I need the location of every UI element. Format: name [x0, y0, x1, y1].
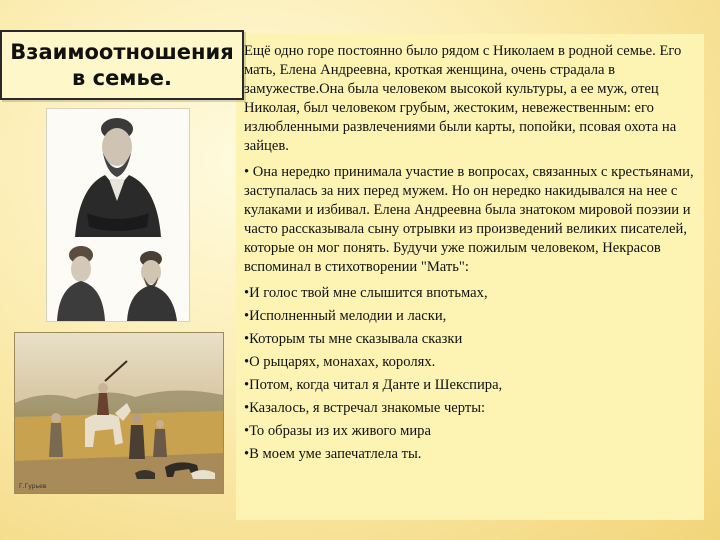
verse-line-4: •О рыцарях, монахах, королях. [244, 354, 436, 370]
title-line-2: в семье. [72, 66, 172, 90]
paragraph-1: Ещё одно горе постоянно было рядом с Николаем в родной семье. Его мать, Елена Андреевна, кроткая женщина, очень страдала в замужестве.Она была человеком высокой культуры, а ее муж, отец Николая, был человеком грубым, жестоким, невежественным: его излюбленными развлечениями были карты, попойки, псовая охота на зайцев. [244, 43, 682, 154]
verse-line-5: •Потом, когда читал я Данте и Шекспира, [244, 377, 503, 393]
slide-title [0, 30, 244, 100]
hunting-scene-painting [14, 332, 224, 494]
text-panel [236, 34, 704, 520]
verse-line-1: •И голос твой мне слышится впотьмах, [244, 285, 488, 301]
verse-line-2: •Исполненный мелодии и ласки, [244, 308, 447, 324]
verse-line-7: •То образы из их живого мира [244, 423, 431, 439]
painting-signature: Г.Гурьев [19, 483, 47, 490]
hunting-scene-drawing [15, 333, 223, 493]
family-portrait-drawing [47, 109, 189, 321]
title-line-1: Взаимоотношения [10, 40, 234, 64]
paragraph-2: • Она нередко принимала участие в вопросах, связанных с крестьянами, заступалась за них перед мужем. Но он нередко накидывался на нее с кулаками и избивал. Елена Андреевна была знатоком мировой поэзии и часто рассказывала сыну отрывки из произведений великих писателей, которые он мог понять. Будучи уже пожилым человеком, Некрасов вспоминал в стихотворении "Мать": [244, 164, 694, 275]
family-portrait-image [46, 108, 190, 322]
verse-line-6: •Казалось, я встречал знакомые черты: [244, 400, 486, 416]
verse-line-8: •В моем уме запечатлела ты. [244, 446, 422, 462]
verse-line-3: •Которым ты мне сказывала сказки [244, 331, 463, 347]
